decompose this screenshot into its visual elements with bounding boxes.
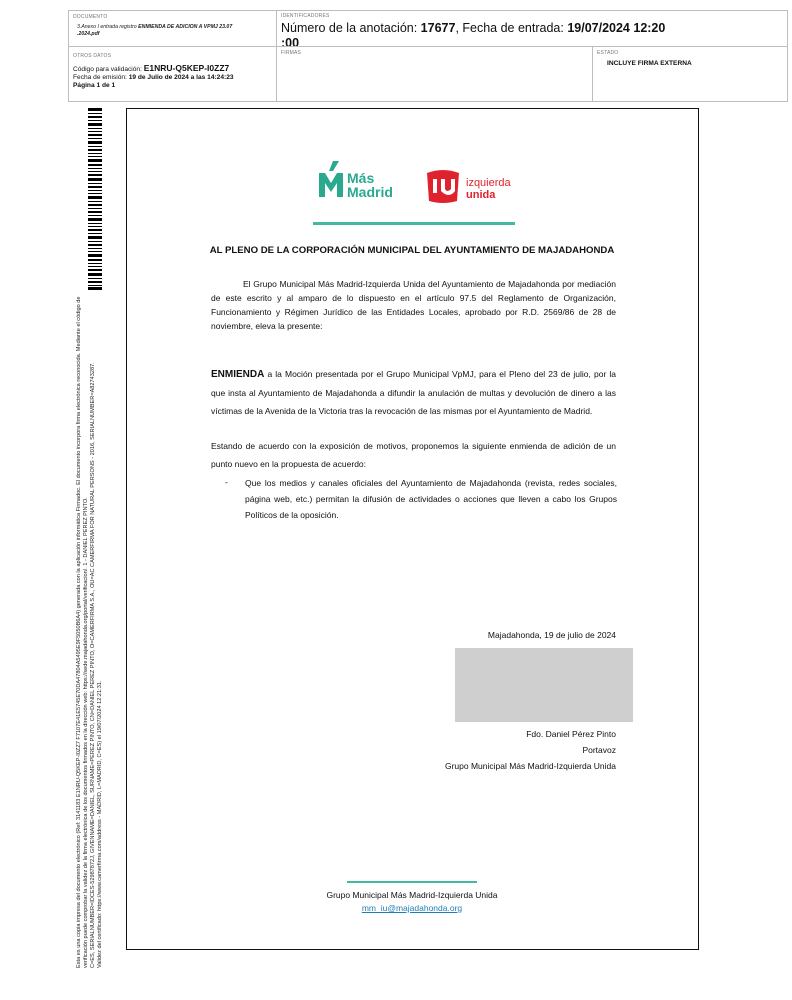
otros-datos-cell [69, 47, 277, 102]
estado-cell [593, 47, 788, 102]
codigo-validacion: Código para validación: E1NRU-Q5KEP-I0ZZ7 [73, 63, 230, 73]
registration-header [68, 10, 788, 102]
intro-paragraph: El Grupo Municipal Más Madrid-Izquierda Unida del Ayuntamiento de Majadahonda por mediación de este escrito y al amparo de lo dispuesto en el artículo 97.5 del Reglamento de Organización, Funcionamiento y Régimen Jurídico de las Entidades Locales, aprobado por R.D. 2569/86 de 28 de noviembre, eleva la presente: [211, 279, 616, 331]
signer-name: Fdo. Daniel Pérez Pinto [526, 729, 616, 739]
footer-org: Grupo Municipal Más Madrid-Izquierda Unida [326, 890, 498, 900]
identificadores-cell [277, 11, 788, 47]
letter-title: AL PLENO DE LA CORPORACIÓN MUNICIPAL DEL AYUNTAMIENTO DE MAJADAHONDA [209, 245, 615, 256]
documento-cell [69, 11, 277, 47]
estado-label: ESTADO [597, 50, 619, 56]
mas-madrid-mark-icon [317, 159, 345, 199]
bullet-paragraph: Que los medios y canales oficiales del Ayuntamiento de Majadahonda (revista, redes sociales, página web, etc.) permitan la difusión de actividades o acciones que lleven a cabo los Grupos Políticos de la oposición. [245, 478, 617, 520]
documento-label: DOCUMENTO [73, 14, 108, 20]
codigo-value: E1NRU-Q5KEP-I0ZZ7 [143, 63, 230, 73]
signer-role: Portavoz [582, 745, 616, 755]
documento-name: 3.Anexo I entrada registro ENMIENDA DE ADICION A VPMJ 23.07 .2024.pdf [77, 24, 233, 37]
signer-group: Grupo Municipal Más Madrid-Izquierda Unida [444, 761, 616, 771]
identificadores-label: IDENTIFICADORES [281, 13, 330, 19]
logo-divider [313, 222, 515, 225]
firmas-cell [277, 47, 593, 102]
enmienda-paragraph: ENMIENDA a la Moción presentada por el Grupo Municipal VpMJ, para el Pleno del 23 de julio, por la que insta al Ayuntamiento de Majadahonda a difundir la anulación de multas y devolución de dinero a las víctimas de la Avenida de la Victoria tras la revocación de las mismas por el Ayuntamiento de Madrid. [211, 369, 616, 416]
izquierda-unida-logo: izquierda unida [423, 167, 523, 207]
pagina-count: Página 1 de 1 [73, 82, 116, 89]
firmas-label: FIRMAS [281, 50, 302, 56]
fecha-emision: Fecha de emisión: 19 de Julio de 2024 a las 14:24:23 [73, 74, 234, 81]
mas-madrid-logo: Más Madrid [317, 159, 409, 205]
side-legend: Esta es una copia impresa del documento electrónico (Ref: 3141183 E1NRU-Q5KEP-I0ZZ7 F7107E41E5745E70DA47804A5495E9F5050B6A4) generada con la aplicación informática Firmadoc. El documento incorpora firma electrónica reconocida. Mediante el código de verificación puede comprobar la validez de la firma electrónica de los documentos firmados en la dirección web: https://sede.majadahonda.org/portal/verificacion/. 1 - DANIEL PEREZ PINTO. C=ES, SERIALNUMBER=IDCES-52987872J, GIVENNAME=DANIEL, SURNAME=PEREZ PINTO, CN=DANIEL PEREZ PINTO, O=CAMERFIRMA S.A., OU=AC CAMERFIRMA FOR NATURAL PERSONS - 2016, SERIALNUMBER=A82743287. Validez del certificado: https://www.camerfirma.com/address - MADRID, L=MADRID, C=ES) el 19/07/2024 12:21:31. [76, 296, 103, 968]
logos [317, 159, 517, 209]
acuerdo-paragraph: Estando de acuerdo con la exposición de motivos, proponemos la siguiente enmienda de adición de un punto nuevo en la propuesta de acuerdo: [211, 441, 616, 469]
estado-value: INCLUYE FIRMA EXTERNA [607, 60, 692, 67]
iu-mark-icon [423, 167, 463, 205]
letter-page [126, 108, 699, 950]
anotacion-number: 17677 [420, 21, 456, 35]
footer-email-link[interactable]: mm_iu@majadahonda.org [361, 903, 463, 913]
signature-block [445, 726, 616, 774]
anotacion-info: Número de la anotación: 17677, Fecha de entrada: 19/07/2024 12:20 :00 [281, 21, 666, 47]
letter-date: Majadahonda, 19 de julio de 2024 [487, 630, 616, 640]
otros-datos-label: OTROS DATOS [73, 53, 112, 59]
footer-divider [347, 881, 477, 883]
bullet-mark: - [225, 477, 228, 487]
barcode [88, 108, 102, 290]
fecha-entrada: 19/07/2024 12:20 [567, 21, 666, 35]
signature-box [455, 648, 633, 722]
